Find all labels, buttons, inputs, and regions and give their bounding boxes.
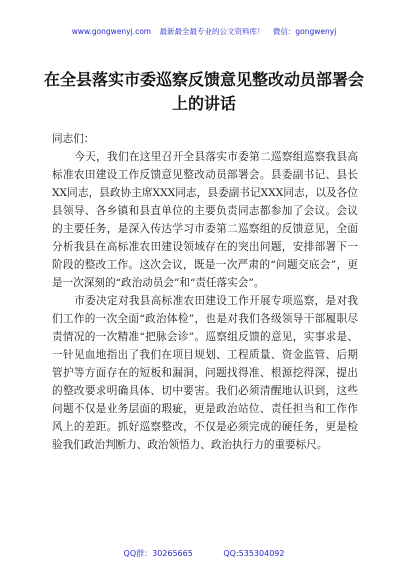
footer-contact [0, 548, 408, 559]
header-banner [0, 28, 408, 36]
qq-number: QQ:535304092 [223, 549, 285, 558]
salutation: 同志们： [52, 133, 95, 145]
wechat-id: 微信：gongwenyj [272, 27, 337, 36]
qq-group: QQ群：30265665 [123, 549, 193, 558]
site-slogan: 最新最全最专业的公文资料库！ [159, 27, 265, 36]
document-title: 在全县落实市委巡察反馈意见整改动员部署会上的讲话 [43, 70, 364, 113]
paragraph-2: 市委决定对我县高标准农田建设工作开展专项巡察，是对我们工作的一次全面“政治体检”，也是对我们各级领导干部履职尽责情况的一次精准“把脉会诊”。巡察组反馈的意见，实事求是、一针见血地指出了我们在项目规划、工程质量、资金监管、后期管护等方面存在的短板和漏洞，问题找得准、根源挖得深，提出的整改要求明确具体、切中要害。我们必须清醒地认识到，这些问题不仅是业务层面的瑕疵，更是政治站位、责任担当和工作作风上的差距。抓好巡察整改，不仅是必须完成的硬任务，更是检验我们政治判断力、政治领悟力、政治执行力的重要标尺。 [52, 295, 358, 451]
paragraph-1: 今天，我们在这里召开全县落实市委第二巡察组巡察我县高标准农田建设工作反馈意见整改动员部署会。县委副书记、县长XX同志，县政协主席XXX同志，县委副书记XXX同志，以及各位县领导、各乡镇和县直单位的主要负责同志都参加了会议。会议的主要任务，是深入传达学习市委第二巡察组的反馈意见，全面分析我县在高标准农田建设领域存在的突出问题，安排部署下一阶段的整改工作。这次会议，既是一次严肃的“问题交底会”，更是一次深刻的“政治动员会”和“责任落实会”。 [52, 151, 358, 289]
site-link[interactable]: www.gongwenyj.com [71, 27, 152, 36]
document-body [52, 130, 358, 454]
